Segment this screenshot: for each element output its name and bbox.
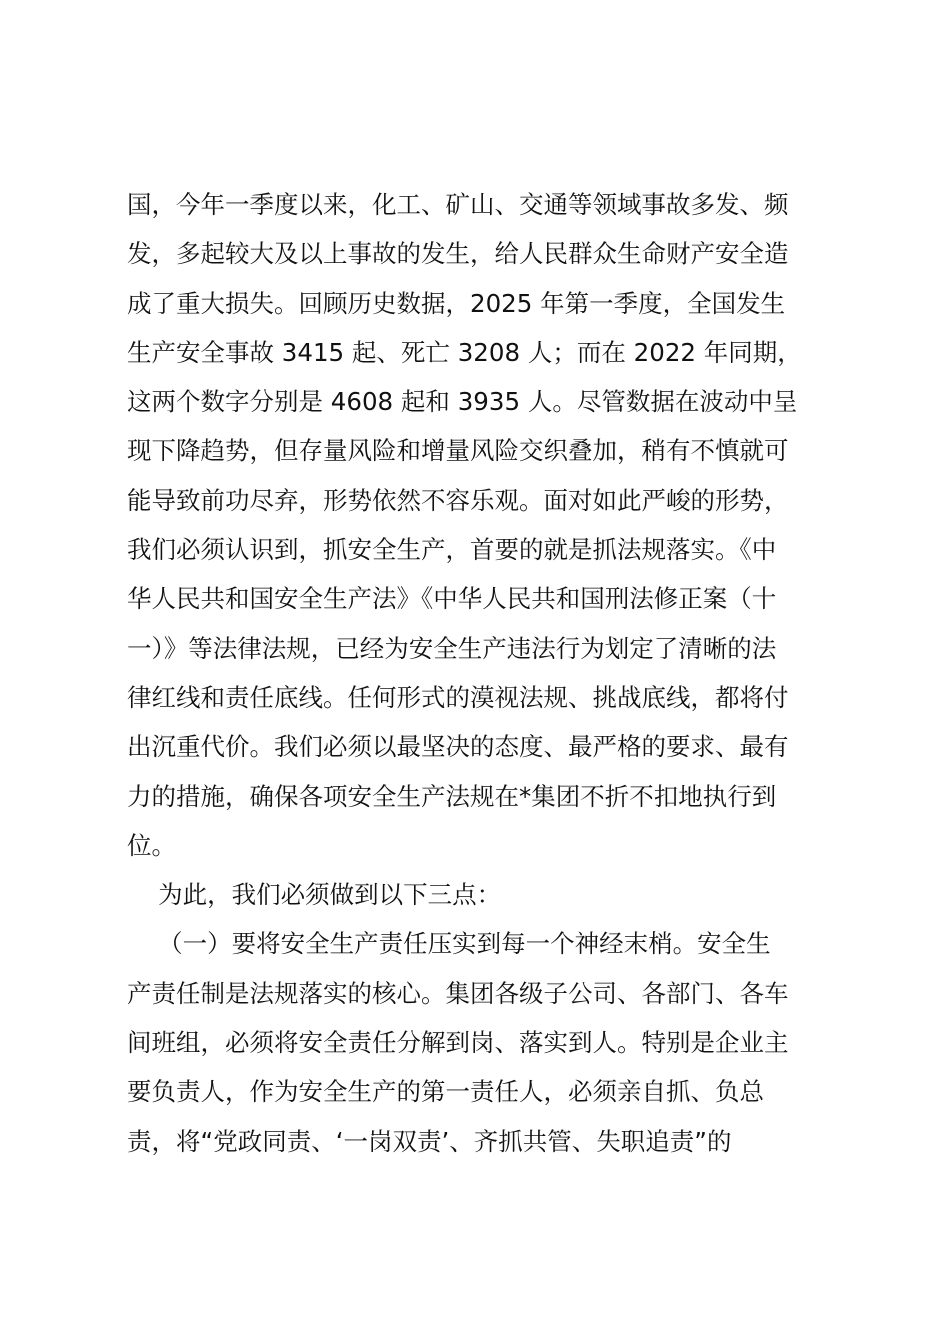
text-line: 责，将“党政同责、‘一岗双责’、齐抓共管、失职追责”的 xyxy=(127,1126,732,1156)
text-line: 力的措施，确保各项安全生产法规在*集团不折不扣地执行到 xyxy=(127,781,777,811)
text-line: 律红线和责任底线。任何形式的漠视法规、挑战底线，都将付 xyxy=(127,682,789,712)
text-line: 现下降趋势，但存量风险和增量风险交织叠加，稍有不慎就可 xyxy=(127,436,789,466)
text-line: 能导致前功尽弃，形势依然不容乐观。面对如此严峻的形势， xyxy=(127,485,789,515)
text-line: 我们必须认识到，抓安全生产，首要的就是抓法规落实。《中 xyxy=(127,535,777,565)
text-line: 间班组，必须将安全责任分解到岗、落实到人。特别是企业主 xyxy=(127,1028,789,1058)
text-line: 产责任制是法规落实的核心。集团各级子公司、各部门、各车 xyxy=(127,978,789,1008)
text-line: 为此，我们必须做到以下三点： xyxy=(127,880,502,910)
text-line: 发，多起较大及以上事故的发生，给人民群众生命财产安全造 xyxy=(127,239,789,269)
text-line: 位。 xyxy=(127,830,176,860)
text-line: 要负责人，作为安全生产的第一责任人，必须亲自抓、负总 xyxy=(127,1077,764,1107)
text-line: 一）》等法律法规，已经为安全生产违法行为划定了清晰的法 xyxy=(127,633,777,663)
text-line: 出沉重代价。我们必须以最坚决的态度、最严格的要求、最有 xyxy=(127,732,789,762)
text-line: 国，今年一季度以来，化工、矿山、交通等领域事故多发、频 xyxy=(127,190,789,219)
text-line: 华人民共和国安全生产法》《中华人民共和国刑法修正案（十 xyxy=(127,584,777,614)
text-line: 成了重大损失。回顾历史数据，2025 年第一季度，全国发生 xyxy=(127,288,786,318)
text-line: 生产安全事故 3415 起、死亡 3208 人；而在 2022 年同期， xyxy=(127,337,802,367)
text-line: 这两个数字分别是 4608 起和 3935 人。尽管数据在波动中呈 xyxy=(127,387,798,417)
text-line: （一）要将安全生产责任压实到每一个神经末梢。安全生 xyxy=(127,929,771,959)
body-text xyxy=(127,180,837,1166)
